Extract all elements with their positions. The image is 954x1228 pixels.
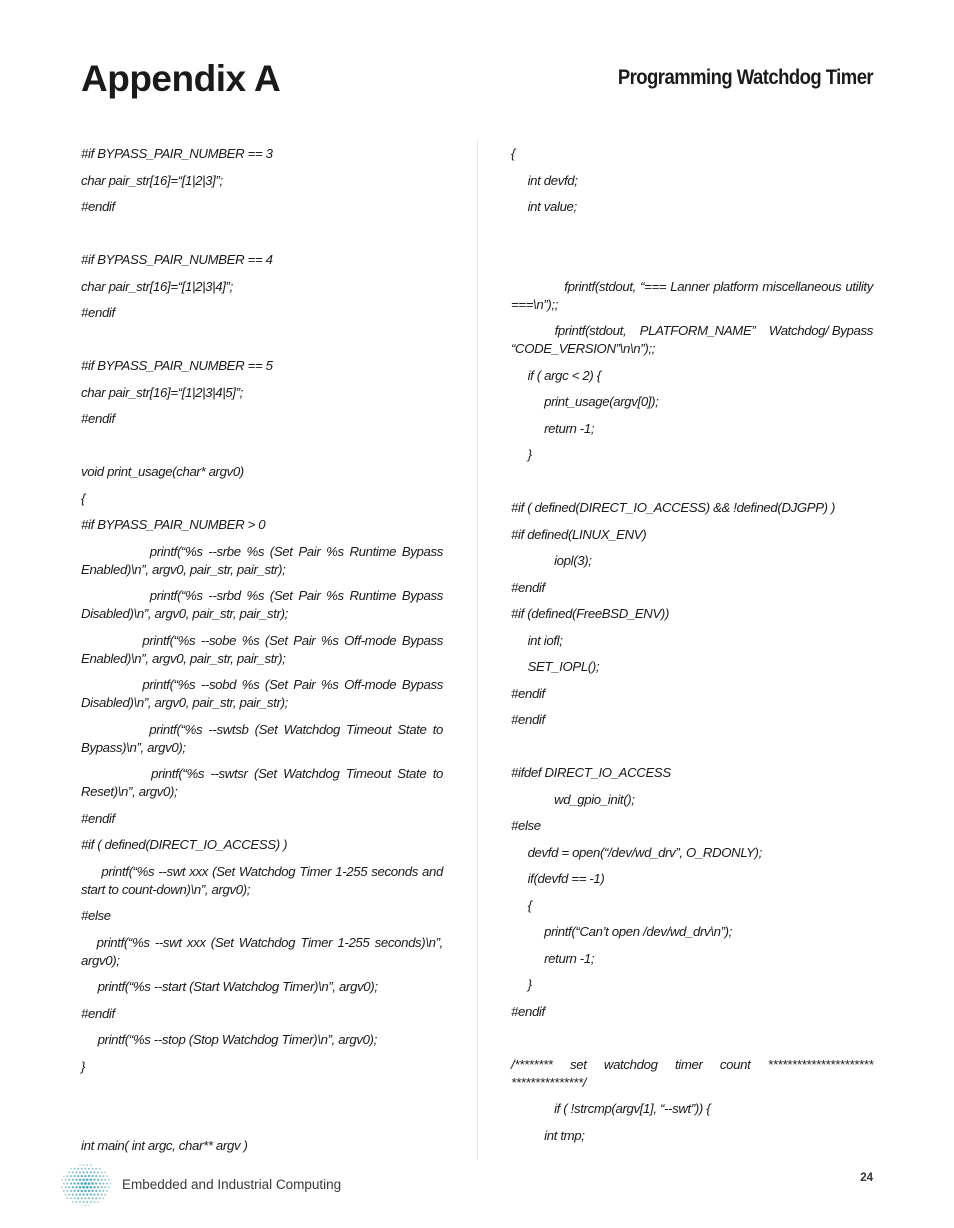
code-line: #else <box>81 908 111 923</box>
code-line: printf(“%s --start (Start Watchdog Timer)\n”, argv0); <box>81 979 378 994</box>
logo-dot <box>74 1197 76 1199</box>
logo-dot <box>76 1201 78 1203</box>
logo-dot <box>99 1175 101 1177</box>
logo-dot <box>72 1179 74 1181</box>
logo-dot <box>77 1190 79 1192</box>
code-line: } <box>511 447 532 462</box>
logo-dot <box>108 1186 110 1188</box>
logo-dot <box>90 1201 92 1203</box>
logo-dot <box>86 1186 89 1189</box>
logo-dot <box>79 1164 81 1166</box>
code-line: #if BYPASS_PAIR_NUMBER > 0 <box>81 517 266 532</box>
code-column-left <box>81 145 447 1164</box>
logo-dot <box>73 1190 75 1192</box>
logo-dot <box>63 1190 65 1192</box>
logo-dot <box>74 1175 76 1177</box>
logo-dot <box>81 1175 83 1177</box>
code-line: int tmp; <box>511 1127 585 1143</box>
code-line: wd_gpio_init(); <box>511 791 635 807</box>
logo-dot <box>97 1179 99 1181</box>
logo-dot <box>104 1172 106 1174</box>
blank-line <box>81 225 443 252</box>
logo-dot <box>68 1172 70 1174</box>
logo-dot <box>83 1171 85 1173</box>
section-title: Programming Watchdog Timer <box>617 66 873 89</box>
blank-line <box>511 738 873 765</box>
logo-dot <box>82 1193 84 1195</box>
logo-dot <box>80 1182 83 1185</box>
code-line: printf(“%s --srbd %s (Set Pair %s Runtime Bypass Disabled)\n”, argv0, pair_str, pair_str); <box>81 588 447 621</box>
logo-dot <box>70 1182 72 1184</box>
logo-dot <box>104 1186 106 1188</box>
code-line: char pair_str[16]=“[1|2|3|4|5]”; <box>81 384 243 400</box>
code-line: printf(“%s --swtsb (Set Watchdog Timeout State to Bypass)\n”, argv0); <box>81 721 447 755</box>
code-line: /******** set watchdog timer count ********************** ***************/ <box>511 1056 877 1090</box>
blank-line <box>81 1111 443 1138</box>
logo-dot <box>63 1183 65 1185</box>
code-line: if(devfd == -1) <box>511 871 605 886</box>
logo-dot <box>101 1194 103 1196</box>
logo-dot <box>67 1197 69 1199</box>
logo-dot <box>75 1194 77 1196</box>
logo-dot <box>72 1171 74 1173</box>
logo-dot <box>93 1201 95 1203</box>
logo-dot <box>77 1168 79 1170</box>
logo-dot <box>77 1175 79 1177</box>
code-line: return -1; <box>511 420 595 436</box>
logo-dot <box>66 1175 68 1177</box>
code-line: #if BYPASS_PAIR_NUMBER == 4 <box>81 252 273 267</box>
code-line: #endif <box>81 305 115 320</box>
code-column-right <box>511 145 877 1153</box>
logo-dot <box>101 1186 103 1188</box>
code-line: printf(“%s --swtsr (Set Watchdog Timeout State to Reset)\n”, argv0); <box>81 766 447 799</box>
logo-dot <box>99 1190 101 1192</box>
logo-dot <box>72 1194 74 1196</box>
logo-dot <box>61 1186 63 1188</box>
logo-dot <box>106 1190 108 1192</box>
blank-line <box>81 331 443 358</box>
logo-dot <box>91 1175 93 1177</box>
logo-dot <box>101 1171 103 1173</box>
code-line: int devfd; <box>511 172 578 188</box>
code-line: { <box>511 897 532 913</box>
logo-dot <box>75 1179 77 1181</box>
logo-dot <box>81 1205 83 1207</box>
blank-line <box>511 251 873 278</box>
logo-dot <box>93 1179 95 1181</box>
code-line: #endif <box>81 810 115 826</box>
code-line: printf(“%s --stop (Stop Watchdog Timer)\n”, argv0); <box>81 1032 377 1047</box>
logo-dot <box>84 1197 86 1199</box>
logo-dot <box>74 1168 76 1170</box>
page-title: Appendix A <box>81 58 281 99</box>
code-line: printf(“%s --swt xxx (Set Watchdog Timer 1-255 seconds)\n”, argv0); <box>81 934 447 968</box>
logo-dot <box>106 1183 108 1185</box>
logo-dot <box>72 1201 74 1203</box>
logo-dot <box>97 1194 99 1196</box>
logo-dot <box>88 1168 90 1170</box>
code-line: { <box>81 490 86 506</box>
logo-dot <box>101 1179 103 1181</box>
logo-dot <box>102 1190 104 1192</box>
logo-dot <box>93 1171 95 1173</box>
logo-dot <box>84 1190 87 1193</box>
logo-dot <box>82 1186 85 1189</box>
logo-dot <box>83 1201 85 1203</box>
logo-dot <box>95 1197 97 1199</box>
globe-logo-icon <box>60 1163 112 1207</box>
logo-dot <box>68 1194 70 1196</box>
code-line: char pair_str[16]=“[1|2|3|4]”; <box>81 278 233 294</box>
code-line: #endif <box>511 1003 545 1019</box>
blank-line <box>81 437 443 464</box>
logo-dot <box>88 1190 91 1193</box>
code-line: int value; <box>511 199 577 214</box>
code-line: return -1; <box>511 950 595 966</box>
logo-dot <box>88 1197 90 1199</box>
logo-dot <box>72 1186 74 1188</box>
logo-dot <box>91 1190 93 1192</box>
logo-dot <box>77 1182 80 1185</box>
code-line: #if (defined(FreeBSD_ENV)) <box>511 606 670 621</box>
logo-dot <box>70 1197 72 1199</box>
logo-dot <box>99 1168 101 1170</box>
logo-dot <box>75 1171 77 1173</box>
logo-dot <box>81 1190 84 1193</box>
logo-dot <box>83 1164 85 1166</box>
logo-dot <box>103 1197 105 1199</box>
code-line: if ( argc < 2) { <box>511 367 601 383</box>
logo-dot <box>85 1205 87 1207</box>
code-line: SET_IOPL(); <box>511 659 600 674</box>
code-line: #endif <box>511 579 545 595</box>
logo-dot <box>89 1186 92 1189</box>
blank-line <box>511 225 873 252</box>
logo-dot <box>95 1175 97 1177</box>
logo-dot <box>79 1171 81 1173</box>
logo-dot <box>79 1201 81 1203</box>
logo-dot <box>99 1182 101 1184</box>
logo-dot <box>70 1175 72 1177</box>
logo-dot <box>97 1201 99 1203</box>
code-line: #endif <box>81 1005 115 1021</box>
logo-dot <box>86 1193 88 1195</box>
code-line: printf(“%s --srbe %s (Set Pair %s Runtime Bypass Enabled)\n”, argv0, pair_str, pair_str); <box>81 543 447 577</box>
code-line: #endif <box>511 712 545 727</box>
logo-dot <box>102 1182 104 1184</box>
logo-dot <box>90 1171 92 1173</box>
logo-dot <box>95 1182 97 1184</box>
code-line: iopl(3); <box>511 553 592 568</box>
logo-dot <box>79 1186 82 1189</box>
code-line: } <box>81 1058 86 1074</box>
logo-dot <box>88 1182 91 1185</box>
logo-dot <box>84 1168 86 1170</box>
logo-dot <box>92 1197 94 1199</box>
logo-dot <box>77 1197 79 1199</box>
logo-dot <box>108 1179 110 1181</box>
logo-dot <box>82 1178 85 1181</box>
logo-dot <box>61 1179 63 1181</box>
code-line: printf(“%s --sobd %s (Set Pair %s Off-mode Bypass Disabled)\n”, argv0, pair_str, pair_str); <box>81 677 447 710</box>
logo-dot <box>86 1178 89 1181</box>
code-line: #endif <box>81 199 115 214</box>
code-line: char pair_str[16]=“[1|2|3]”; <box>81 172 223 188</box>
logo-dot <box>84 1175 86 1177</box>
logo-dot <box>90 1193 92 1195</box>
page-number: 24 <box>860 1172 873 1184</box>
code-line: #if BYPASS_PAIR_NUMBER == 3 <box>81 146 273 161</box>
code-line: int iofl; <box>511 632 563 648</box>
logo-dot <box>70 1190 72 1192</box>
logo-dot <box>88 1175 90 1177</box>
code-line: printf(“%s --swt xxx (Set Watchdog Timer 1-255 seconds and start to count-down)\n”, argv0); <box>81 863 447 897</box>
blank-line <box>81 1084 443 1111</box>
logo-dot <box>75 1186 77 1188</box>
logo-dot <box>106 1175 108 1177</box>
code-line: #if ( defined(DIRECT_IO_ACCESS) && !defined(DJGPP) ) <box>511 500 836 515</box>
logo-dot <box>65 1194 67 1196</box>
code-line: #if ( defined(DIRECT_IO_ACCESS) ) <box>81 837 288 852</box>
code-line: if ( !strcmp(argv[1], “--swt”)) { <box>511 1101 711 1116</box>
code-line: #if defined(LINUX_ENV) <box>511 526 647 542</box>
logo-dot <box>97 1186 99 1188</box>
logo-dot <box>90 1164 92 1166</box>
code-line: { <box>511 146 516 161</box>
code-line: int main( int argc, char** argv ) <box>81 1138 248 1153</box>
logo-dot <box>104 1194 106 1196</box>
logo-dot <box>91 1182 94 1185</box>
logo-dot <box>95 1168 97 1170</box>
logo-dot <box>63 1175 65 1177</box>
logo-dot <box>88 1205 90 1207</box>
logo-dot <box>73 1182 75 1184</box>
logo-dot <box>86 1171 88 1173</box>
logo-dot <box>65 1179 67 1181</box>
logo-dot <box>79 1193 81 1195</box>
column-divider <box>477 140 478 1160</box>
logo-dot <box>92 1168 94 1170</box>
code-line: print_usage(argv[0]); <box>511 394 659 409</box>
blank-line <box>511 1029 873 1056</box>
logo-dot <box>70 1168 72 1170</box>
logo-dot <box>95 1190 97 1192</box>
logo-dot <box>97 1171 99 1173</box>
blank-line <box>511 473 873 500</box>
logo-dot <box>90 1179 93 1182</box>
logo-dot <box>66 1183 68 1185</box>
code-line: fprintf(stdout, PLATFORM_NAME” Watchdog/ Bypass “CODE_VERSION”\n\n”);; <box>511 323 877 356</box>
logo-dot <box>84 1182 87 1185</box>
code-line: #endif <box>81 411 115 426</box>
logo-dot <box>93 1186 96 1189</box>
logo-dot <box>99 1197 101 1199</box>
code-line: #if BYPASS_PAIR_NUMBER == 5 <box>81 358 273 373</box>
logo-dot <box>93 1193 95 1195</box>
logo-dot <box>79 1179 82 1182</box>
logo-dot <box>102 1175 104 1177</box>
logo-dot <box>104 1179 106 1181</box>
logo-dot <box>65 1186 67 1188</box>
code-line: devfd = open(“/dev/wd_drv”, O_RDONLY); <box>511 844 762 860</box>
code-line: void print_usage(char* argv0) <box>81 464 244 479</box>
code-line: } <box>511 977 532 992</box>
code-line: fprintf(stdout, “=== Lanner platform miscellaneous utility ===\n”);; <box>511 278 877 312</box>
logo-dot <box>68 1186 70 1188</box>
code-line: #ifdef DIRECT_IO_ACCESS <box>511 765 671 780</box>
code-line: #endif <box>511 685 545 701</box>
logo-dot <box>86 1164 88 1166</box>
company-tagline: Embedded and Industrial Computing <box>122 1177 342 1192</box>
logo-dot <box>81 1197 83 1199</box>
code-line: printf(“%s --sobe %s (Set Pair %s Off-mode Bypass Enabled)\n”, argv0, pair_str, pair_str); <box>81 632 447 666</box>
logo-dot <box>81 1168 83 1170</box>
code-line: #else <box>511 818 541 833</box>
logo-dot <box>68 1179 70 1181</box>
code-line: printf(“Can’t open /dev/wd_drv\n”); <box>511 924 732 939</box>
logo-dot <box>110 1183 112 1185</box>
logo-dot <box>86 1201 88 1203</box>
logo-dot <box>66 1190 68 1192</box>
